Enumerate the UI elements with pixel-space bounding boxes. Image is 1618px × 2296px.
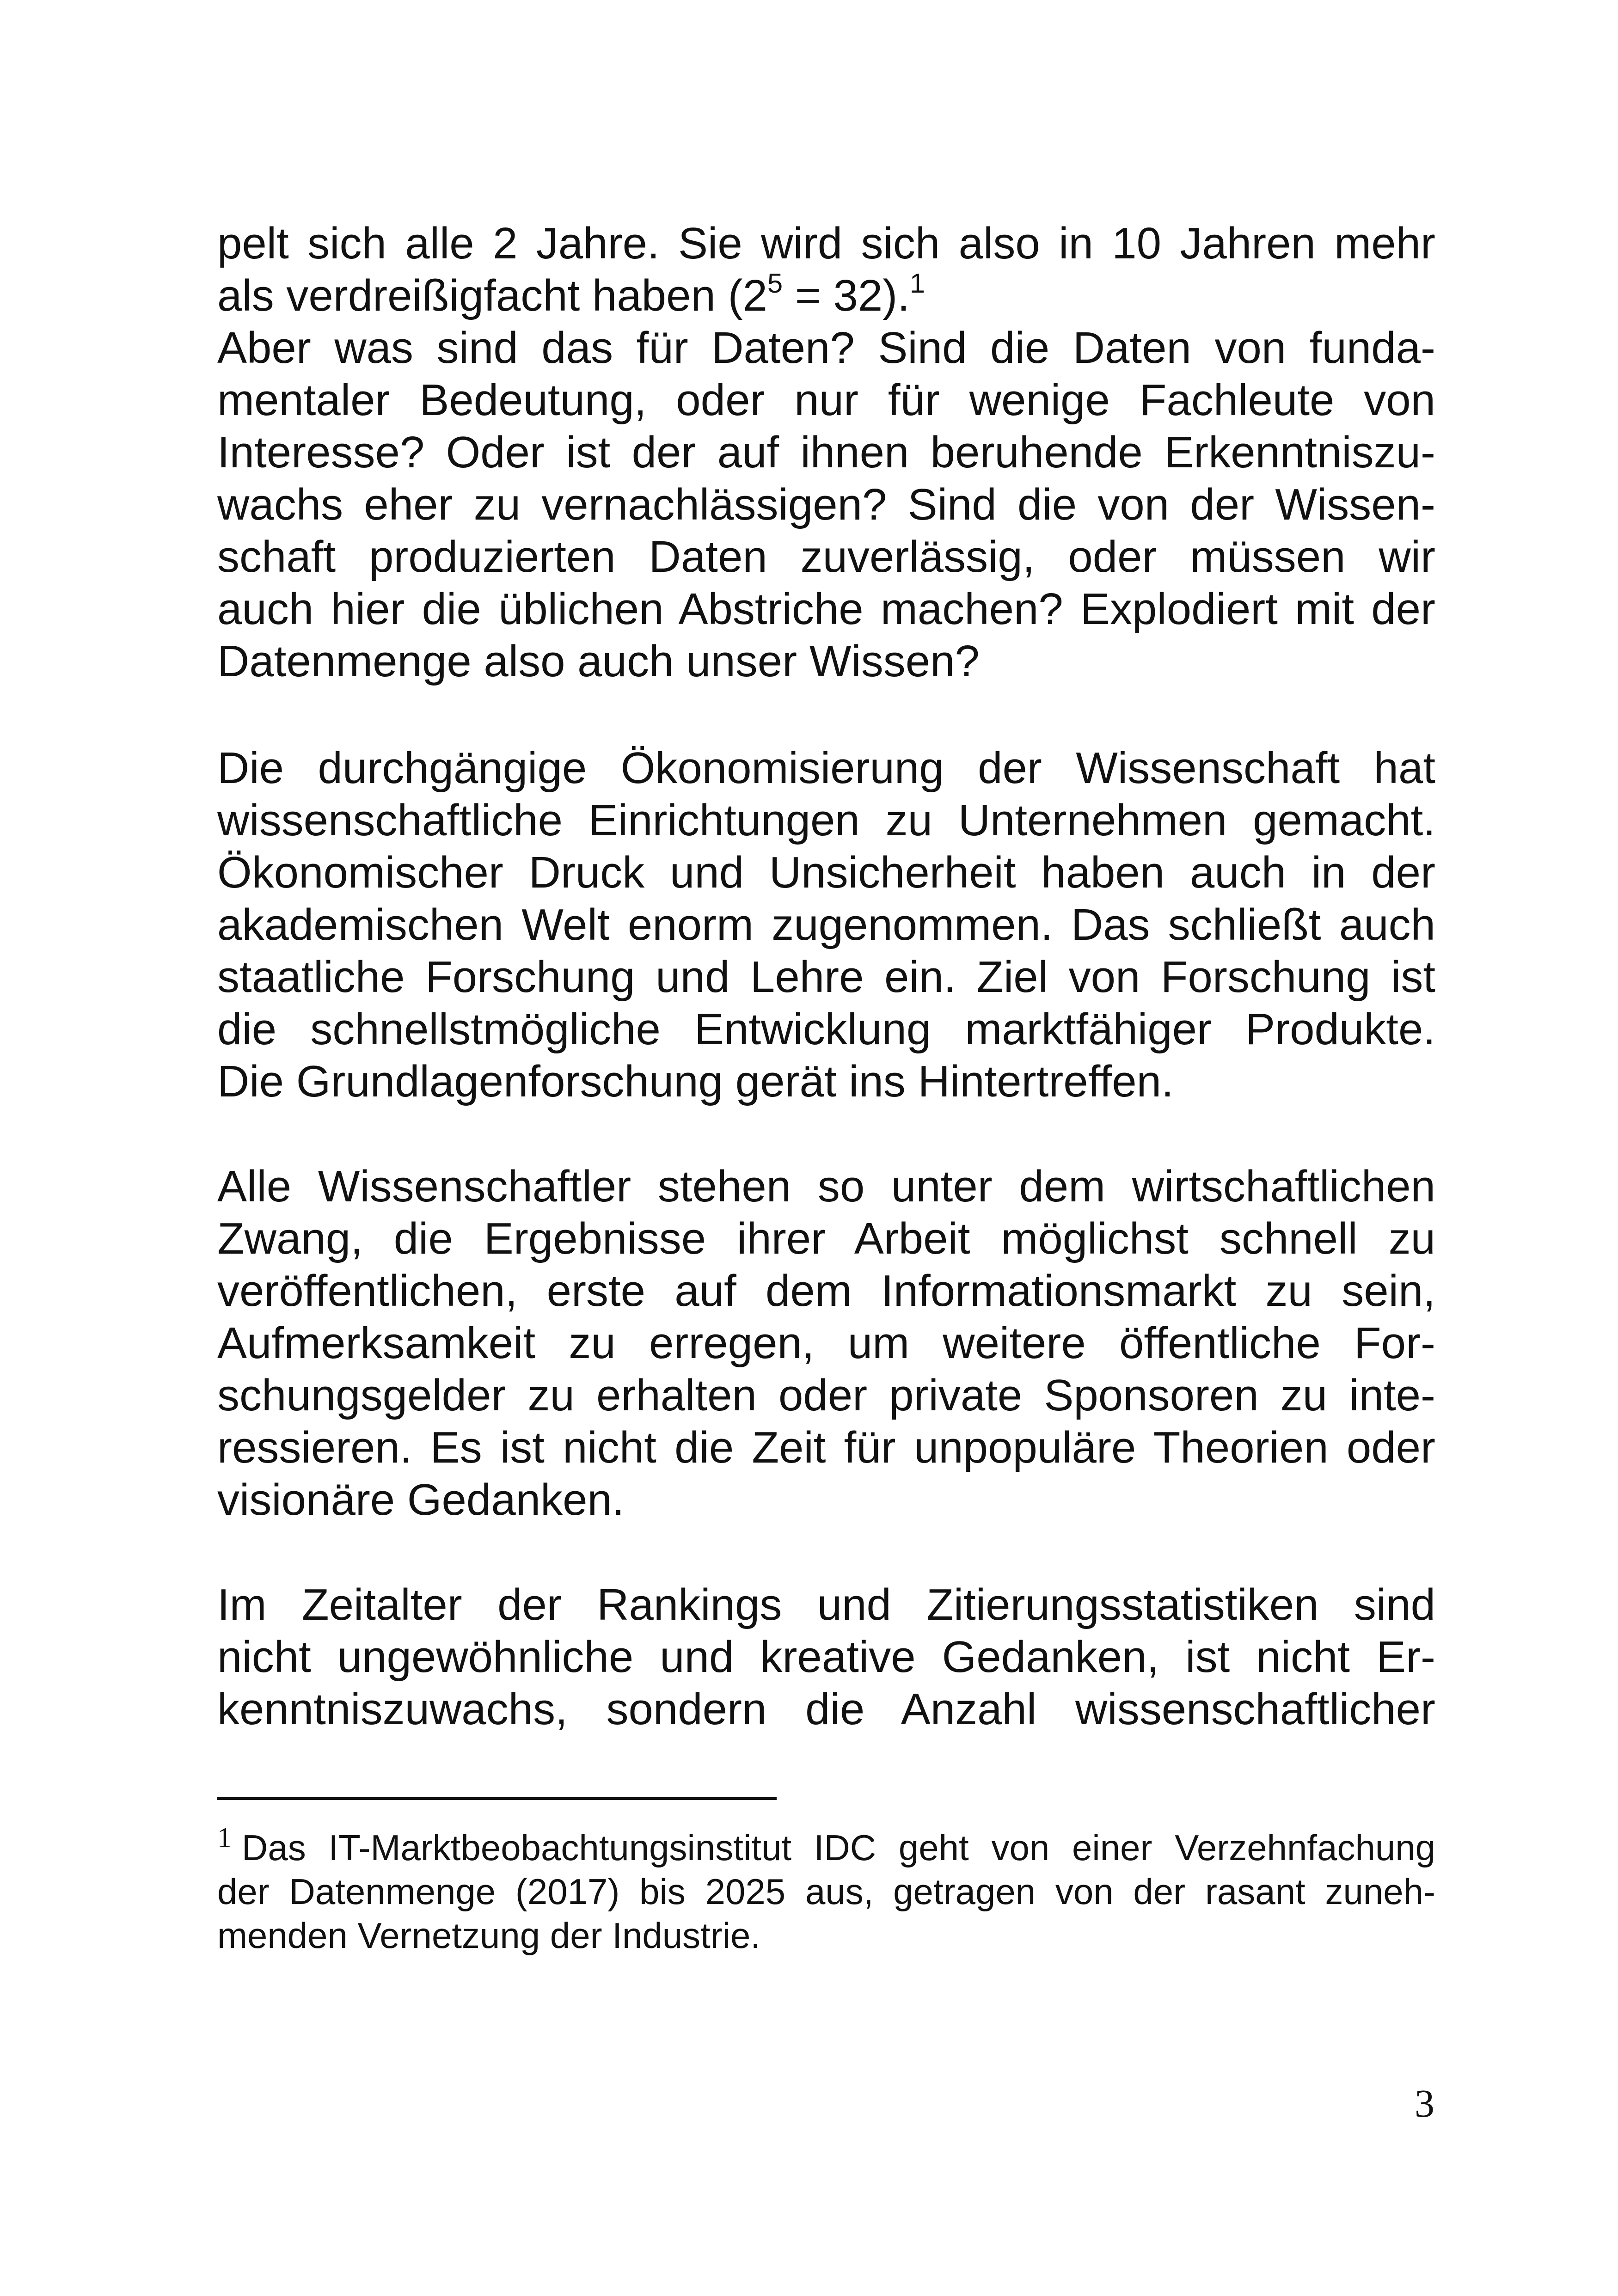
exponent: 5	[767, 268, 783, 299]
paragraph-3	[217, 1160, 1435, 1526]
text-line: Alle Wissenschaftler stehen so unter dem wirtschaftlichen	[217, 1162, 1435, 1211]
text-line: die schnellstmögliche Entwicklung marktfähiger Produkte.	[217, 1004, 1435, 1054]
text-line: staatliche Forschung und Lehre ein. Ziel von Forschung ist	[217, 952, 1435, 1002]
footnote-line: menden Vernetzung der Industrie.	[217, 1915, 761, 1956]
text-line: Die Grundlagenforschung gerät ins Hintertreffen.	[217, 1057, 1174, 1106]
text-line: Ökonomischer Druck und Unsicherheit haben auch in der	[217, 848, 1435, 897]
text-line: pelt sich alle 2 Jahre. Sie wird sich also in 10 Jahren mehr	[217, 219, 1435, 268]
text-line: auch hier die üblichen Abstriche machen? Explodiert mit der	[217, 584, 1435, 634]
text-line: wachs eher zu vernachlässigen? Sind die von der Wissen-	[217, 480, 1435, 529]
text-line: visionäre Gedanken.	[217, 1475, 625, 1525]
text-line: Aufmerksamkeit zu erregen, um weitere öffentliche For-	[217, 1318, 1435, 1368]
text-line: Zwang, die Ergebnisse ihrer Arbeit möglichst schnell zu	[217, 1214, 1435, 1263]
paragraph-4	[217, 1579, 1435, 1735]
text-line: veröffentlichen, erste auf dem Informationsmarkt zu sein,	[217, 1266, 1435, 1316]
footnote-line: der Datenmenge (2017) bis 2025 aus, getragen von der rasant zuneh-	[217, 1871, 1435, 1912]
footnote-line	[217, 1822, 1435, 1870]
text-line: Interesse? Oder ist der auf ihnen beruhende Erkenntniszu-	[217, 428, 1435, 477]
footnote-reference[interactable]: 1	[909, 268, 925, 299]
footnote-mark: 1	[217, 1822, 232, 1854]
footnote	[217, 1822, 1435, 1958]
text-fragment: als verdreißigfacht haben (2	[217, 271, 767, 320]
text-line	[217, 269, 1435, 322]
text-line: Im Zeitalter der Rankings und Zitierungsstatistiken sind	[217, 1580, 1435, 1629]
paragraph-2	[217, 742, 1435, 1108]
footnote-separator	[217, 1797, 777, 1800]
text-line: schungsgelder zu erhalten oder private Sponsoren zu inte-	[217, 1371, 1435, 1420]
text-line: ressieren. Es ist nicht die Zeit für unpopuläre Theorien oder	[217, 1423, 1435, 1472]
text-line: akademischen Welt enorm zugenommen. Das schließt auch	[217, 900, 1435, 949]
text-line: schaft produzierten Daten zuverlässig, oder müssen wir	[217, 532, 1435, 582]
text-line: Die durchgängige Ökonomisierung der Wissenschaft hat	[217, 743, 1435, 793]
text-line: kenntniszuwachs, sondern die Anzahl wissenschaftlicher	[217, 1684, 1435, 1734]
text-fragment: = 32).	[783, 271, 910, 320]
text-line: wissenschaftliche Einrichtungen zu Unternehmen gemacht.	[217, 796, 1435, 845]
text-line: Aber was sind das für Daten? Sind die Daten von funda-	[217, 323, 1435, 373]
text-line: Datenmenge also auch unser Wissen?	[217, 637, 980, 686]
paragraph-1	[217, 217, 1435, 687]
page-number: 3	[1415, 2081, 1434, 2125]
footnote-text: Das IT-Marktbeobachtungsinstitut IDC geht von einer Verzehnfachung	[242, 1827, 1435, 1868]
text-line: mentaler Bedeutung, oder nur für wenige Fachleute von	[217, 375, 1435, 425]
text-line: nicht ungewöhnliche und kreative Gedanken, ist nicht Er-	[217, 1632, 1435, 1682]
